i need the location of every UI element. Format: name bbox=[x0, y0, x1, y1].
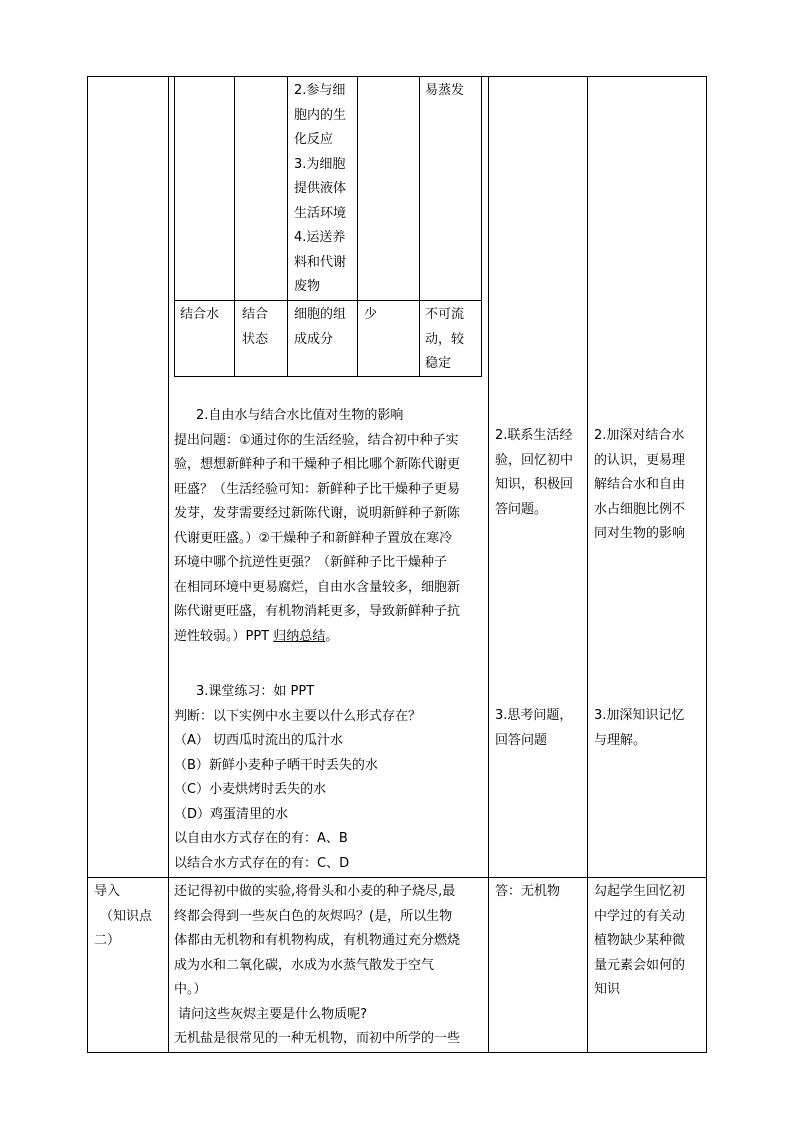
intent-line: 量元素会如何的 bbox=[594, 957, 686, 973]
section2-design-intent bbox=[594, 424, 685, 547]
free-water-property-cell: 易蒸发 bbox=[425, 83, 465, 98]
intent-line: 中学过的有关动 bbox=[594, 908, 686, 924]
function-line: 成成分 bbox=[294, 331, 334, 347]
property-line: 动，较 bbox=[425, 331, 465, 347]
content-line: 成为水和二氧化碳，水成为水蒸气散发于空气 bbox=[174, 957, 435, 973]
student-line: 知识，积极回 bbox=[495, 477, 574, 492]
content-line: 代谢更旺盛。）②干燥种子和新鲜种子置放在寒冷 bbox=[174, 530, 453, 546]
intent-line: 2.加深对结合水 bbox=[594, 428, 685, 443]
intent-line: 3.加深知识记忆 bbox=[594, 708, 685, 723]
outer-top-border bbox=[87, 76, 707, 77]
intent-line: 勾起学生回忆初 bbox=[594, 884, 686, 899]
property-line: 不可流 bbox=[425, 307, 465, 322]
intent-line: 同对生物的影响 bbox=[594, 526, 686, 541]
summary-link[interactable]: 归纳总结 bbox=[273, 628, 326, 644]
bound-water-name-cell: 结合水 bbox=[180, 307, 220, 322]
content-line: 验，想想新鲜种子和干燥种子相比哪个新陈代谢更 bbox=[174, 457, 461, 472]
free-water-function-cell bbox=[294, 79, 346, 300]
bound-water-amount-cell: 少 bbox=[364, 307, 378, 322]
section3-content bbox=[174, 680, 421, 876]
content-line: （C）小麦烘烤时丢失的水 bbox=[174, 782, 327, 797]
outer-left-border bbox=[87, 76, 88, 1053]
function-line: 3.为细胞 bbox=[294, 156, 346, 172]
stage-line: （知识点 bbox=[100, 908, 153, 924]
intent-line: 解结合水和自由 bbox=[594, 477, 686, 492]
content-line: 无机盐是很常见的一种无机物，而初中所学的一些 bbox=[174, 1031, 461, 1046]
col-divider-intent bbox=[587, 76, 588, 1053]
property-line: 稳定 bbox=[425, 356, 452, 371]
bound-water-state-cell bbox=[242, 303, 268, 352]
content-line: 陈代谢更旺盛，有机物消耗更多，导致新鲜种子抗 bbox=[174, 604, 461, 619]
col-divider-stage bbox=[168, 76, 169, 1053]
student-line: 2.联系生活经 bbox=[495, 428, 573, 443]
content-line: 发芽，发芽需要经过新陈代谢，说明新鲜种子新陈 bbox=[174, 506, 461, 521]
inner-row-divider bbox=[174, 300, 482, 301]
row-divider-intro bbox=[87, 877, 707, 878]
inner-col-4 bbox=[357, 76, 358, 377]
content-line: （B）新鲜小麦种子晒干时丢失的水 bbox=[174, 757, 378, 773]
function-line: 胞内的生 bbox=[294, 107, 347, 123]
inner-table-left bbox=[174, 76, 175, 377]
line-suffix: 。 bbox=[325, 628, 339, 644]
intent-line: 水占细胞比例不 bbox=[594, 501, 686, 517]
line-prefix: 逆性较弱。）PPT bbox=[174, 628, 274, 644]
intent-line: 知识 bbox=[594, 982, 621, 997]
outer-right-border bbox=[706, 76, 707, 1053]
student-line: 验，回忆初中 bbox=[495, 452, 574, 468]
function-line: 废物 bbox=[294, 279, 321, 294]
section2-heading: 2.自由水与结合水比值对生物的影响 bbox=[196, 408, 404, 423]
student-line: 答问题。 bbox=[495, 501, 548, 517]
section2-content bbox=[174, 404, 460, 649]
outer-bottom-border bbox=[87, 1052, 707, 1053]
content-line: 以结合水方式存在的有：C、D bbox=[174, 855, 350, 871]
intent-line: 与理解。 bbox=[594, 732, 647, 748]
intent-line: 植物缺少某种微 bbox=[594, 933, 686, 948]
inner-col-5 bbox=[419, 76, 420, 377]
content-line: 请问这些灰烬主要是什么物质呢? bbox=[174, 1006, 368, 1022]
student-line: 回答问题 bbox=[495, 732, 548, 748]
intro-student-cell: 答：无机物 bbox=[495, 884, 561, 899]
content-line: 中。） bbox=[174, 982, 207, 997]
function-line: 细胞的组 bbox=[294, 307, 347, 322]
content-line: 在相同环境中更易腐烂，自由水含量较多，细胞新 bbox=[174, 579, 461, 595]
section2-student-activity bbox=[495, 424, 573, 522]
inner-table-right bbox=[481, 76, 482, 377]
state-line: 结合 bbox=[242, 307, 269, 322]
inner-col-3 bbox=[287, 76, 288, 377]
function-line: 生活环境 bbox=[294, 205, 347, 221]
stage-line: 导入 bbox=[94, 884, 121, 899]
content-line: 终都会得到一些灰白色的灰烬吗？(是，所以生物 bbox=[174, 908, 453, 924]
function-line: 4.运送养 bbox=[294, 230, 346, 245]
function-line: 2.参与细 bbox=[294, 83, 346, 98]
section3-heading: 3.课堂练习：如 PPT bbox=[196, 684, 315, 699]
col-divider-student bbox=[488, 76, 489, 1053]
section3-design-intent bbox=[594, 704, 684, 753]
section3-student-activity bbox=[495, 704, 572, 753]
function-line: 提供液体 bbox=[294, 181, 347, 196]
content-line-last bbox=[174, 625, 460, 650]
content-line: （D）鸡蛋清里的水 bbox=[174, 806, 289, 822]
content-line: 环境中哪个抗逆性更强？（新鲜种子比干燥种子 bbox=[174, 555, 448, 570]
inner-col-2 bbox=[234, 76, 235, 377]
function-line: 料和代谢 bbox=[294, 254, 347, 270]
stage-line: 二） bbox=[94, 933, 121, 948]
content-line: （A） 切西瓜时流出的瓜汁水 bbox=[174, 733, 344, 748]
student-line: 3.思考问题， bbox=[495, 708, 573, 723]
content-line: 体都由无机物和有机物构成，有机物通过充分燃烧 bbox=[174, 933, 461, 948]
content-line: 以自由水方式存在的有：A、B bbox=[174, 831, 348, 846]
intro-content-cell bbox=[174, 880, 460, 1052]
bound-water-property-cell bbox=[425, 303, 464, 377]
intro-intent-cell bbox=[594, 880, 685, 1003]
function-line: 化反应 bbox=[294, 132, 334, 147]
content-line: 还记得初中做的实验,将骨头和小麦的种子烧尽,最 bbox=[174, 884, 456, 899]
intro-stage-cell bbox=[94, 880, 152, 954]
state-line: 状态 bbox=[242, 331, 269, 347]
content-line: 旺盛？（生活经验可知：新鲜种子比干燥种子更易 bbox=[174, 481, 461, 497]
content-line: 提出问题：①通过你的生活经验，结合初中种子实 bbox=[174, 432, 459, 448]
content-line: 判断：以下实例中水主要以什么形式存在？ bbox=[174, 708, 422, 724]
bound-water-function-cell bbox=[294, 303, 346, 352]
intent-line: 的认识，更易理 bbox=[594, 452, 686, 468]
